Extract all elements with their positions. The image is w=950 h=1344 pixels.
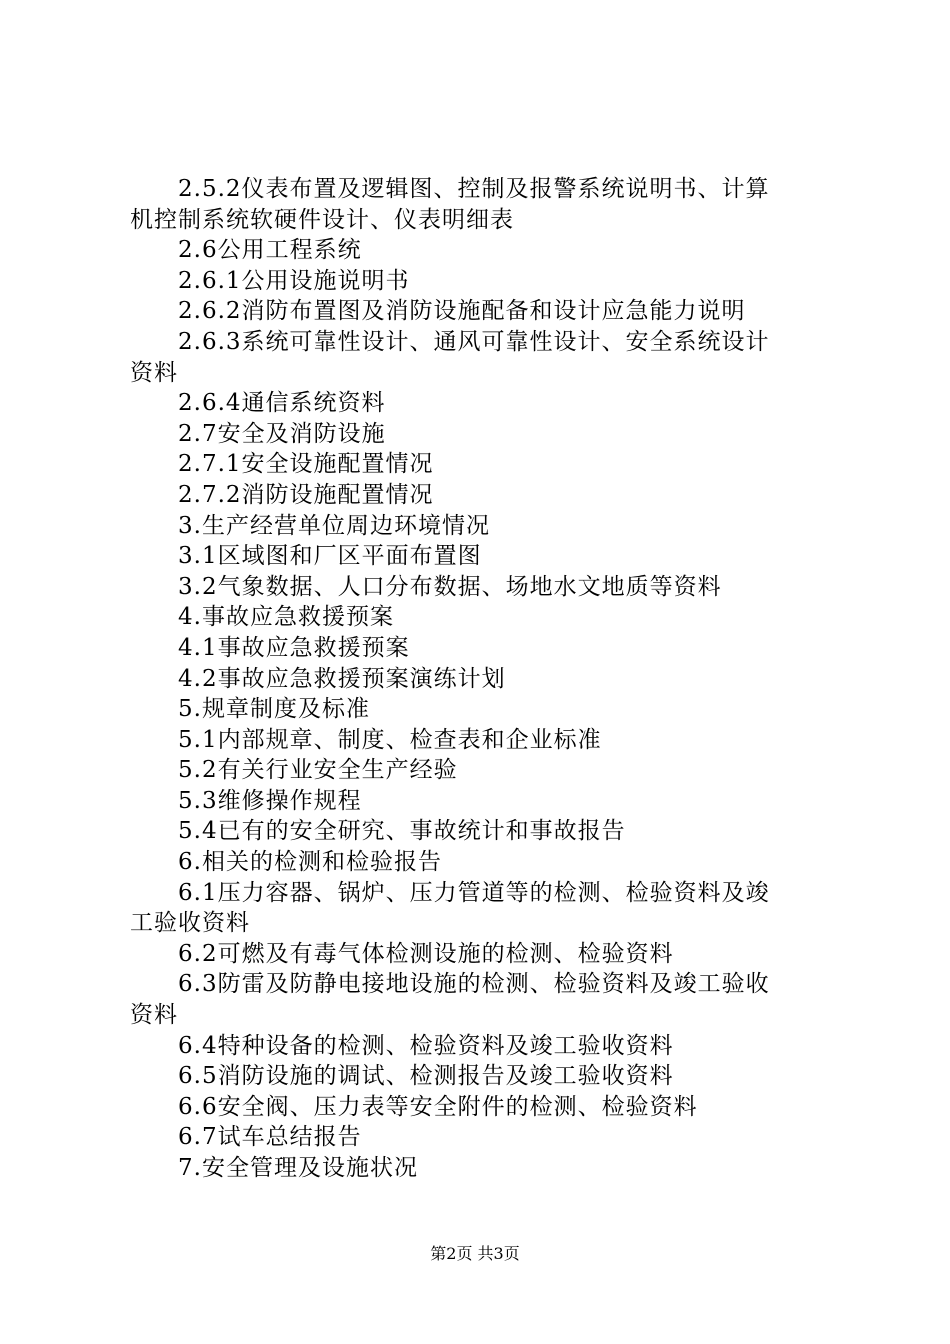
text-line: 3.1区域图和厂区平面布置图	[178, 543, 482, 570]
text-line: 5.3维修操作规程	[178, 787, 362, 814]
text-line: 6.7试车总结报告	[178, 1124, 362, 1151]
text-line: 2.7安全及消防设施	[178, 420, 386, 447]
text-line: 2.6.4通信系统资料	[178, 390, 386, 417]
section-heading: 3.生产经营单位周边环境情况	[178, 512, 490, 539]
text-line: 资料	[130, 359, 178, 386]
section-heading: 6.相关的检测和检验报告	[178, 849, 442, 876]
text-line: 6.2可燃及有毒气体检测设施的检测、检验资料	[178, 940, 674, 967]
text-line: 5.4已有的安全研究、事故统计和事故报告	[178, 818, 626, 845]
section-heading: 4.事故应急救援预案	[178, 604, 394, 631]
section-heading: 5.规章制度及标准	[178, 696, 370, 723]
text-line: 2.6.1公用设施说明书	[178, 267, 410, 294]
text-line: 2.6公用工程系统	[178, 237, 362, 264]
document-body	[130, 174, 830, 1184]
text-line: 6.6安全阀、压力表等安全附件的检测、检验资料	[178, 1093, 698, 1120]
text-line: 3.2气象数据、人口分布数据、场地水文地质等资料	[178, 573, 722, 600]
text-line: 2.7.1安全设施配置情况	[178, 451, 434, 478]
text-line: 5.1内部规章、制度、检查表和企业标准	[178, 726, 602, 753]
text-line: 2.7.2消防设施配置情况	[178, 481, 434, 508]
text-line: 2.6.3系统可靠性设计、通风可靠性设计、安全系统设计	[178, 328, 770, 355]
text-line: 2.5.2仪表布置及逻辑图、控制及报警系统说明书、计算	[178, 176, 770, 202]
text-line: 6.4特种设备的检测、检验资料及竣工验收资料	[178, 1032, 674, 1059]
text-line: 6.1压力容器、锅炉、压力管道等的检测、检验资料及竣	[178, 879, 770, 906]
text-line: 6.5消防设施的调试、检测报告及竣工验收资料	[178, 1063, 674, 1090]
text-line: 5.2有关行业安全生产经验	[178, 757, 458, 784]
text-line: 2.6.2消防布置图及消防设施配备和设计应急能力说明	[178, 298, 746, 325]
section-heading: 7.安全管理及设施状况	[178, 1155, 418, 1181]
text-line: 6.3防雷及防静电接地设施的检测、检验资料及竣工验收	[178, 971, 770, 998]
text-line: 机控制系统软硬件设计、仪表明细表	[130, 206, 514, 233]
text-line: 资料	[130, 1002, 178, 1029]
text-line: 4.1事故应急救援预案	[178, 634, 410, 661]
text-line: 工验收资料	[130, 910, 250, 937]
page-footer: 第2页 共3页	[430, 1244, 520, 1263]
text-line: 4.2事故应急救援预案演练计划	[178, 665, 506, 692]
